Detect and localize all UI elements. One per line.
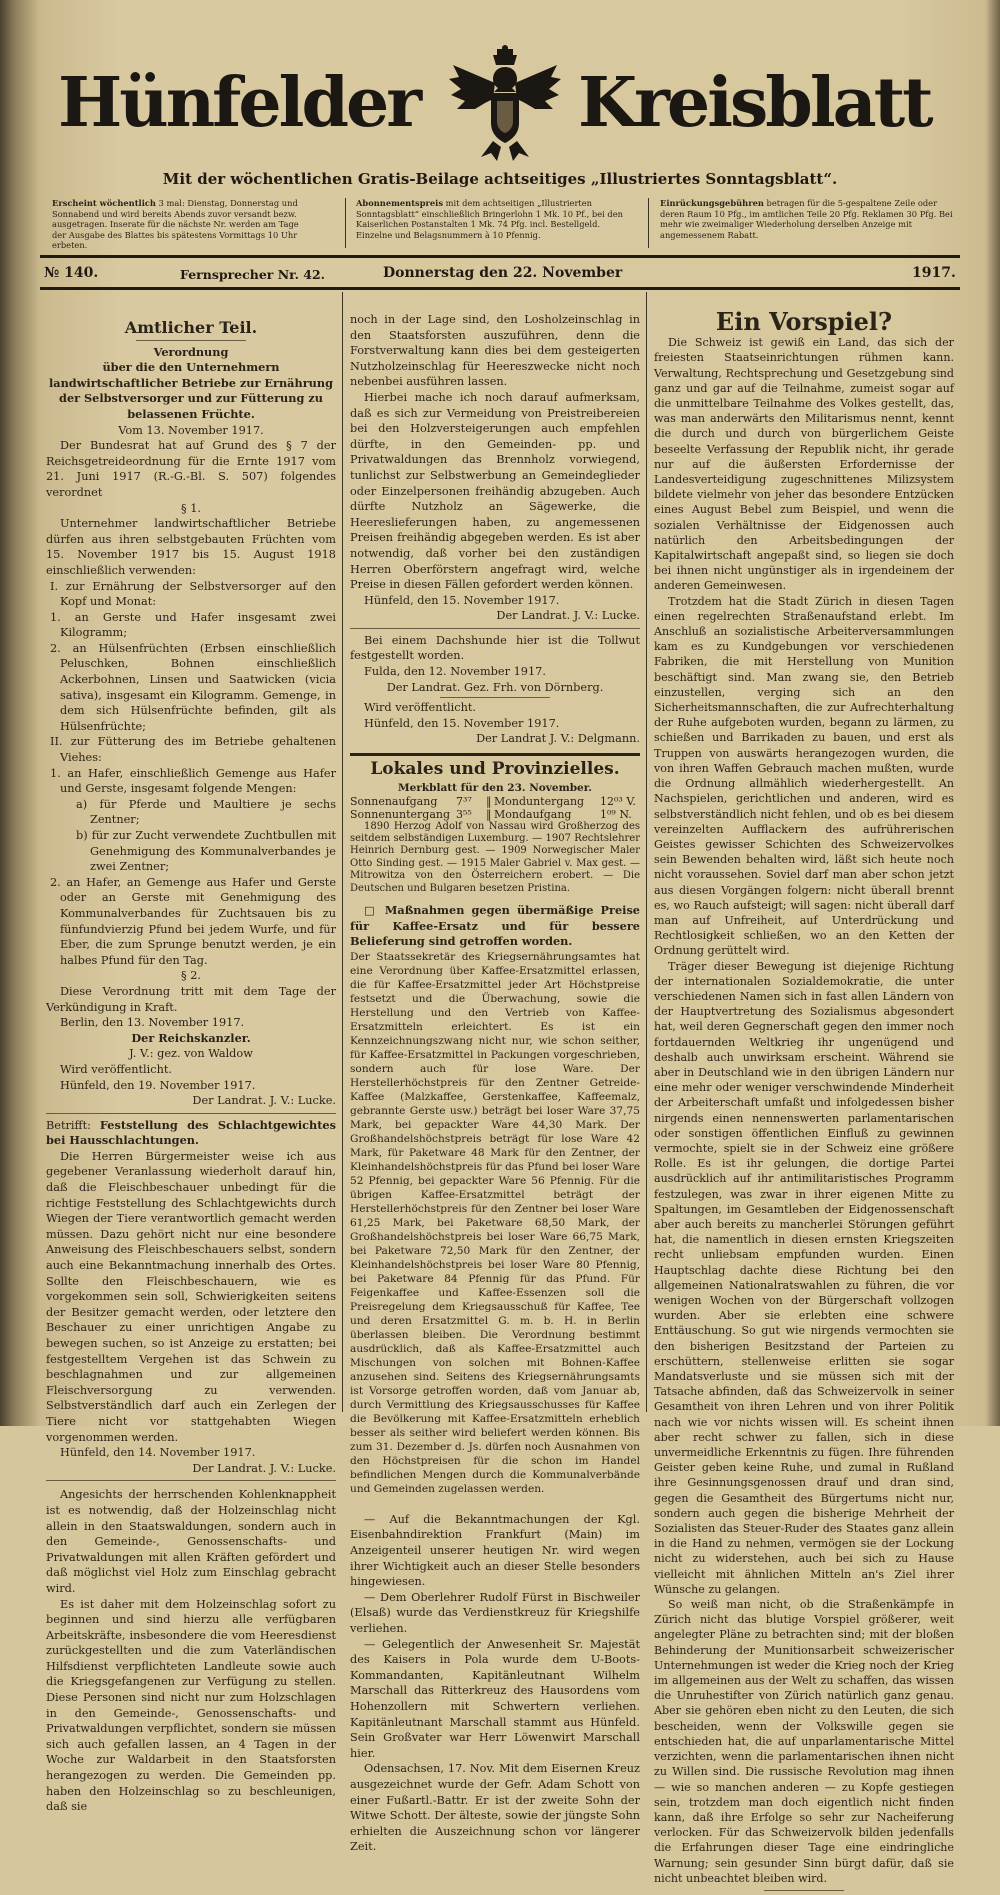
info-einrueckung-label: Einrückungsgebühren: [660, 198, 764, 208]
column-divider: [342, 292, 343, 1412]
issue-date: Donnerstag den 22. November: [383, 265, 623, 281]
news-item: — Dem Oberlehrer Rudolf Fürst in Bischweiler (Elsaß) wurde das Verdienstkreuz für Kriegshilfe verliehen.: [350, 1590, 640, 1635]
issue-year: 1917.: [912, 265, 956, 281]
info-abonnement-text: mit dem achtseitigen „Illustrierten Sonntagsblatt“ einschließlich Bringerlohn 1 Mk. 10 Pf., bei den Kaiserlichen Postanstalten 1 Mk. 74 Pfg. incl. Bestellgeld. Einzelne und Belagsnummern à 10 Pfennig.: [356, 198, 623, 240]
place-date: Berlin, den 13. November 1917.: [60, 1016, 245, 1030]
list-item: 2. an Hafer, an Gemenge aus Hafer und Gerste oder an Gerste mit Genehmigung des Kommunalverbandes für Zuchtsauen bis zu fünfundvierzig Pfund bei jedem Wurfe, und für Eber, die zum Sprunge benutzt werden, je ein halbes Pfund für den Tag.: [50, 875, 336, 967]
paragraph: Der Bundesrat hat auf Grund des § 7 der Reichsgetreideordnung für die Ernte 1917 vom 21. Juni 1917 (R.-G.-Bl. S. 507) folgendes verordnet: [46, 439, 336, 499]
article-title: Ein Vorspiel?: [715, 307, 893, 336]
list-item: I. zur Ernährung der Selbstversorger auf den Kopf und Monat:: [50, 579, 336, 609]
masthead-title-left: Hünfelder: [58, 63, 420, 143]
paragraph: Diese Verordnung tritt mit dem Tage der Verkündigung in Kraft.: [46, 984, 336, 1014]
section-heading-lokales: Lokales und Provinzielles.: [370, 759, 620, 780]
history-notes: 1890 Herzog Adolf von Nassau wird Großherzog des seitdem selbständigen Luxemburg. — 1907 Rechtslehrer Heinrich Dernburg gest. — 1909 Norwegischer Maler Otto Sinding gest. — 1915 Maler Gabriel v. Max gest. — Mitrowitza von den Österreichern erobert. — Die Deutschen und Bulgaren besetzen Pristina.: [350, 820, 640, 894]
place-date: Hünfeld, den 19. November 1917.: [60, 1078, 256, 1092]
place-date: Hünfeld, den 15. November 1917.: [364, 716, 560, 730]
masthead-subtitle: Mit der wöchentlichen Gratis-Beilage achtseitiges „Illustriertes Sonntagsblatt“.: [162, 170, 838, 188]
news-item: Odensachsen, 17. Nov. Mit dem Eisernen Kreuz ausgezeichnet wurde der Gefr. Adam Schott von einer Fußartl.-Battr. Er ist der zweite Sohn der Witwe Schott. Der älteste, sowie der jüngste Sohn erhielten die Auszeichnung schon vor längerer Zeit.: [350, 1762, 640, 1854]
place-date: Hünfeld, den 15. November 1917.: [364, 593, 560, 607]
paragraph: Der Staatssekretär des Kriegsernährungsamtes hat eine Verordnung über Kaffee-Ersatzmittel erlassen, die für Kaffee-Ersatzmittel jeder Art Höchstpreise festsetzt und die Überwachung, sowie die Herstellung und den Vertrieb von Kaffee-Ersatzmitteln erleichtert. Es ist ein Kennzeichnungszwang nicht nur, wie schon seither, für Kaffee-Ersatzmittel in Packungen vorgeschrieben, sondern auch für lose Ware. Der Herstellerhöchstpreis für den Zentner Getreide-Kaffee (Malzkaffee, Gerstenkaffee, Kaffeemalz, gebrannte Gerste usw.) beträgt bei loser Ware 37,75 Mark, bei gepackter Ware 44,30 Mark. Der Großhandelshöchstpreis beträgt für lose Ware 42 Mark, für Paketware 48 Mark für den Zentner, der Kleinhandelshöchstpreis für das Pfund bei loser Ware 52 Pfennig, bei gepackter Ware 56 Pfennig. Für die übrigen Kaffee-Ersatzmittel beträgt der Herstellerhöchstpreis für den Zentner bei loser Ware 61,25 Mark, bei Paketware 68,50 Mark, der Großhandelshöchstpreis bei loser Ware 66,75 Mark, bei Paketware 72,50 Mark für den Zentner, der Kleinhandelshöchstpreis bei loser Ware 80 Pfennig, bei Paketware 84 Pfennig für das Pfund. Für Feigenkaffee und Kaffee-Essenzen soll die Preisregelung dem Kriegsausschuß für Kaffee, Tee und deren Ersatzmittel G. m. b. H. in Berlin überlassen bleiben. Die Verordnung bestimmt ausdrücklich, daß als Kaffee-Ersatzmittel auch Mischungen von solchen mit Bohnen-Kaffee anzusehen sind. Seitens des Kriegsernährungsamts ist Vorsorge getroffen worden, daß vom Januar ab, durch Vermittlung des Kriegsausschusses für Kaffee die Bevölkerung mit Kaffee-Ersatzmitteln erheblich besser als seither wird beliefert werden können. Bis zum 31. Dezember d. Js. dürfen noch Ausnahmen von den Höchstpreisen für die schon im Handel befindlichen Mengen durch die Kommunalverbände und Gemeinden zugelassen werden.: [350, 950, 640, 1495]
column-3: [654, 307, 954, 1895]
almanac-time: 12⁰³ V.: [600, 794, 636, 808]
info-abonnement: [356, 198, 634, 240]
almanac-label: Mondaufgang: [494, 807, 572, 821]
signature: Der Landrat J. V.: Delgmann.: [476, 732, 640, 746]
decree-date: Vom 13. November 1917.: [118, 423, 264, 437]
decree-subtitle: über die den Unternehmern landwirtschaftlicher Betriebe zur Ernährung der Selbstversorger und zur Fütterung zu belassenen Früchte.: [48, 360, 333, 421]
info-einrueckung: [660, 198, 955, 240]
news-headline: □ Maßnahmen gegen übermäßige Preise für Kaffee-Ersatz und für bessere Belieferung sind getroffen worden.: [350, 903, 640, 949]
almanac-label: Sonnenaufgang: [350, 794, 438, 808]
place-date: Fulda, den 12. November 1917.: [364, 665, 546, 679]
almanac-separator: ‖: [486, 807, 492, 821]
imperial-eagle-icon: [445, 43, 565, 163]
paragraph: noch in der Lage sind, den Losholzeinschlag in den Staatsforsten auszuführen, denn die Forstverwaltung kann dies bei dem gesteigerten Nutzholzeinschlag für Heereszwecke nicht noch nebenbei ausführen lassen.: [350, 313, 640, 389]
almanac-time: 7³⁷: [456, 794, 472, 808]
paragraph: Trotzdem hat die Stadt Zürich in diesen Tagen einen regelrechten Straßenaufstand erlebt. Im Anschluß an sozialistische Arbeiterversammlungen kam es zu Kundgebungen vor verschiedenen Fabriken, die mit Herstellung von Munition beschäftigt sind. Man zwang sie, den Betrieb einzustellen, verging sich an den Sicherheitsmannschaften, die zur Aufrechterhaltung der Ruhe aufgeboten wurden, begann zu lärmen, zu schießen und Barrikaden zu bauen, und erst als Truppen von auswärts herangezogen wurden, die von ihren Waffen Gebrauch machen mußten, wurde die Ordnung allmählich wiederhergestellt. An Nachspielen, gerichtlichen und anderen, wird es selbstverständlich nicht fehlen, und ob es bei diesem vereinzelten Aufflackern des aufrührerischen Geistes gewisser Schichten des Schweizervolkes sein Bewenden behalten wird, läßt sich heute noch nicht voraussehen. Soviel darf man aber schon jetzt aus diesen Vorgängen folgern: nicht überall brennt es, wo Rauch aufsteigt; will sagen: nicht überall darf man auf Unfreiheit, auf Unterdrückung und Rechtlosigkeit schließen, wo an den Ketten der Ordnung gerüttelt wird.: [654, 594, 954, 958]
publication-note: Wird veröffentlicht.: [60, 1062, 173, 1076]
divider: [345, 198, 346, 248]
rule: [40, 287, 960, 290]
subject-text: Feststellung des Schlachtgewichtes bei Hausschlachtungen.: [46, 1117, 336, 1148]
paragraph: Hierbei mache ich noch darauf aufmerksam, daß es sich zur Vermeidung von Preistreibereien bei den Holzversteigerungen auch empfehlen dürfte, in den Gemeinden- pp. und Privatwaldungen das Brennholz vorwiegend, tunlichst zur Selbstwerbung an Gemeindeglieder oder Einzelpersonen freihändig abzugeben. Auch dürfte Nutzholz an Sägewerke, die Heereslieferungen haben, zu angemessenen Preisen freihändig abgegeben werden. Es ist aber notwendig, daß vorher bei den zuständigen Herren Oberförstern angefragt wird, welche Preise in diesen Fällen gefordert werden können.: [350, 390, 640, 592]
masthead-title-right: Kreisblatt: [578, 63, 931, 143]
signature: Der Landrat. J. V.: Lucke.: [496, 609, 640, 623]
paragraph: Unternehmer landwirtschaftlicher Betriebe dürfen aus ihren selbstgebauten Früchten vom 15. November 1917 bis 15. August 1918 einschließlich verwenden:: [46, 517, 336, 577]
almanac-separator: ‖: [486, 794, 492, 808]
section-mark: § 2.: [180, 969, 202, 983]
decree-title: Verordnung: [153, 344, 229, 359]
section-heading-amtlich: Amtlicher Teil.: [124, 318, 258, 337]
paragraph: Es ist daher mit dem Holzeinschlag sofort zu beginnen und sind hierzu alle verfügbaren Arbeitskräfte, insbesondere die vom Heeresdienst zurückgestellten und die zum Vaterländischen Hilfsdienst verpflichteten Landleute sowie auch die Kriegsgefangenen zur Verfügung zu stellen. Diese Personen sind nicht nur zum Holzschlagen in den Gemeinde-, Genossenschafts- und Privatwaldungen verpflichtet, sondern sie müssen sich auch gefallen lassen, an 4 Tagen in der Woche zur Waldarbeit in den Staatsforsten herangezogen zu werden. Die Gemeinden pp. haben den Holzeinschlag so zu beschleunigen, daß sie: [46, 1597, 336, 1814]
list-item: b) für zur Zucht verwendete Zuchtbullen mit Genehmigung des Kommunalverbandes je zwei Zentner;: [76, 829, 336, 874]
signature: Der Landrat. J. V.: Lucke.: [192, 1461, 336, 1475]
list-item: II. zur Fütterung des im Betriebe gehaltenen Viehes:: [50, 735, 336, 765]
almanac-time: 3⁵⁵: [456, 807, 472, 821]
masthead: [50, 35, 960, 165]
phone-number: Fernsprecher Nr. 42.: [180, 267, 326, 282]
divider: [648, 198, 649, 248]
column-2: [350, 312, 640, 1855]
list-item: 2. an Hülsenfrüchten (Erbsen einschließlich Peluschken, Bohnen einschließlich Ackerbohnen, Linsen und Saatwicken (vicia sativa), insgesamt ein Kilogramm. Gemenge, in dem sich Hülsenfrüchte befinden, gilt als Hülsenfrüchte;: [50, 641, 336, 733]
almanac-table: [350, 795, 640, 821]
paragraph: Die Herren Bürgermeister weise ich aus gegebener Veranlassung wiederholt darauf hin, daß die Fleischbeschauer unbedingt für die richtige Feststellung des Schlachtgewichts durch Wiegen der Tiere verantwortlich gemacht werden müssen. Dazu gehört nicht nur eine besondere Anweisung des Fleischbeschauers selbst, sondern auch eine Bekanntmachung innerhalb des Ortes. Sollte den Fleischbeschauern, wie es vorgekommen sein soll, Schwierigkeiten seitens der Besitzer gemacht werden, oder letztere den Beschauer zu einer unrichtigen Angabe zu bewegen suchen, so ist Anzeige zu erstatten; bei festgestelltem Vergehen ist das Schwein zu beschlagnahmen und zur allgemeinen Fleischversorgung zu verwenden. Selbstverständlich darf auch ein Zerlegen der Tiere nicht vor stattgehabten Wiegen vorgenommen werden.: [46, 1149, 336, 1444]
column-divider: [646, 292, 647, 1412]
paragraph: Die Schweiz ist gewiß ein Land, das sich der freiesten Staatseinrichtungen rühmen kann. Verwaltung, Rechtsprechung und Gesetzgebung sind ganz und gar auf die Teilnahme, zumeist sogar auf die unmittelbare Teilnahme des Volkes gestellt, das, was man anderwärts den Militarismus nennt, kennt die durch und durch von bürgerlichem Geiste beseelte Verfassung der Republik nicht, ihr gerade nur auf die äußersten Erfordernisse der Landesverteidigung zugeschnittenes Milizsystem bildete vielmehr von jeher das besondere Entzücken eines August Bebel zum Beispiel, und wenn die sozialen Verhältnisse der Eidgenossen auch natürlich den Arbeitsbedingungen der Kapitalwirtschaft angepaßt sind, so liegen sie doch bei ihnen nicht ungünstiger als in irgendeinem der anderen Gemeinwesen.: [654, 336, 954, 593]
info-erscheint: [52, 198, 302, 251]
signature: J. V.: gez. von Waldow: [129, 1047, 253, 1061]
column-1: [46, 316, 336, 1815]
almanac-label: Monduntergang: [494, 794, 585, 808]
almanac-label: Sonnenuntergang: [350, 807, 451, 821]
list-item: 1. an Hafer, einschließlich Gemenge aus Hafer und Gerste, insgesamt folgende Mengen:: [50, 766, 336, 796]
paragraph: Träger dieser Bewegung ist diejenige Richtung der internationalen Sozialdemokratie, die unter verschiedenen Namen sich in fast allen Ländern von der Hauptvertretung des Sozialismus abgesondert hat, weil deren Gegnerschaft gegen den immer noch fortdauernden Weltkrieg ihr ungenügend und deshalb auch unwirksam erscheint. Während sie aber in Deutschland wie in den übrigen Ländern nur eine mehr oder weniger verschwindende Minderheit der Arbeiterschaft umfaßt und infolgedessen bisher nirgends einen nennenswerten parlamentarischen oder sonstigen öffentlichen Einfluß zu gewinnen vermochte, spielt sie in der Schweiz eine größere Rolle. Es ist ihr gelungen, die dortige Partei ausdrücklich auf ihr antimilitaristisches Programm festzulegen, was zwar in ihrer eigenen Mitte zu Spaltungen, im Gesamtleben der Eidgenossenschaft aber auch bereits zu mancherlei Störungen geführt hat, die namentlich in diesen ernsten Kriegszeiten recht unliebsam empfunden wurden. Einen Hauptschlag dachte diese Richtung bei den allgemeinen Nationalratswahlen zu führen, die vor wenigen Wochen von der Bürgerschaft vollzogen wurden. Aber sie erlebten eine schwere Enttäuschung. So gut wie nirgends vermochten sie den bisherigen Besitzstand der Parteien zu erschüttern, stellenweise erlitten sie sogar Mandatsverluste und sie müssen sich mit der Tatsache abfinden, daß das Schweizervolk in seiner Gesamtheit von ihren Lehren und von ihrer Politik nach wie vor nichts wissen will. Es scheint ihnen aber recht schwer zu fallen, sich in diese unvermeidliche Erkenntnis zu fügen. Ihre führenden Geister geben keine Ruhe, und zumal in Rußland ihre Gesinnungsgenossen drauf und dran sind, gegen die Gesamtheit des Bürgertums nicht nur, sondern auch gegen die bisherige Mehrheit der Sozialisten das Steuer-Ruder des Staates ganz allein in die Hand zu nehmen, vermögen sie der Lockung nicht zu widerstehen, auch bei sich zu Hause vielleicht mit ähnlichen Mitteln an's Ziel ihrer Wünsche zu gelangen.: [654, 959, 954, 1596]
paragraph: So weiß man nicht, ob die Straßenkämpfe in Zürich nicht das blutige Vorspiel größerer, weit angelegter Pläne zu betrachten sind; mit der bloßen Behinderung der Munitionsarbeit schweizerischer Unternehmungen ist weder die Krieg noch der Krieg im allgemeinen aus der Welt zu schaffen, das wissen die Unruhestifter von Zürich natürlich ganz genau. Aber sie gehören eben nicht zu den Leuten, die sich bescheiden, wenn der Volkswille gegen sie entschieden hat, die auf unparlamentarische Mittel verzichten, wenn die parlamentarischen ihnen nicht zu Willen sind. Die russische Revolution mag ihnen — wie so manchen anderen — zu Kopfe gestiegen sein, trotzdem man doch eigentlich nicht finden kann, daß ihre Erfolge so sehr zur Nacheiferung verlocken. Für das Schweizervolk bilden jedenfalls die Erfahrungen dieser Tage eine eindringliche Warnung; sein gesunder Sinn bürgt dafür, daß sie nicht unbeachtet bleiben wird.: [654, 1598, 954, 1885]
signature-title: Der Reichskanzler.: [131, 1030, 251, 1045]
info-erscheint-text: 3 mal: Dienstag, Donnerstag und Sonnabend und wird bereits Abends zuvor versandt bezw. ausgetragen. Inserate für die nächste Nr. werden am Tage der Ausgabe des Blattes bis spätestens Vormittags 10 Uhr erbeten.: [52, 198, 299, 250]
signature: Der Landrat. Gez. Frh. von Dörnberg.: [386, 680, 604, 694]
subject-label: Betrifft:: [46, 1118, 100, 1132]
news-item: — Auf die Bekanntmachungen der Kgl. Eisenbahndirektion Frankfurt (Main) im Anzeigenteil unserer heutigen Nr. wird wegen ihrer Wichtigkeit auch an dieser Stelle besonders hingewiesen.: [350, 1512, 640, 1589]
paragraph: Angesichts der herrschenden Kohlenknappheit ist es notwendig, daß der Holzeinschlag nicht allein in den Staatswaldungen, sondern auch in den Gemeinde-, Genossenschafts- und Privatwaldungen mit allen Kräften gefördert und daß möglichst viel Holz zum Einschlag gebracht wird.: [46, 1488, 336, 1595]
issue-number: № 140.: [44, 265, 99, 281]
info-abonnement-label: Abonnementspreis: [356, 198, 443, 208]
signature: Der Landrat. J. V.: Lucke.: [192, 1094, 336, 1108]
info-erscheint-label: Erscheint wöchentlich: [52, 198, 156, 208]
almanac-title: Merkblatt für den 23. November.: [398, 781, 592, 794]
paragraph: Bei einem Dachshunde hier ist die Tollwut festgestellt worden.: [350, 633, 640, 663]
section-mark: § 1.: [180, 501, 202, 515]
publication-note: Wird veröffentlicht.: [364, 701, 477, 715]
subject-line: [46, 1118, 336, 1149]
almanac-time: 1⁰⁹ N.: [600, 807, 632, 821]
place-date: Hünfeld, den 14. November 1917.: [60, 1446, 256, 1460]
news-item: — Gelegentlich der Anwesenheit Sr. Majestät des Kaisers in Pola wurde dem U-Boots-Kommandanten, Kapitänleutnant Wilhelm Marschall das Ritterkreuz des Hausordens vom Hohenzollern mit Schwertern verliehen. Kapitänleutnant Marschall stammt aus Hünfeld. Sein Großvater war Herr Löwenwirt Marschall hier.: [350, 1637, 640, 1760]
list-item: 1. an Gerste und Hafer insgesamt zwei Kilogramm;: [50, 610, 336, 640]
info-einrueckung-text: betragen für die 5-gespaltene Zeile oder deren Raum 10 Pfg., im amtlichen Teile 20 Pfg. Reklamen 30 Pfg. Bei mehr wie zweimaliger Wiederholung derselben Anzeige mit angemessenem Rabatt.: [660, 198, 953, 240]
rule: [40, 255, 960, 258]
list-item: a) für Pferde und Maultiere je sechs Zentner;: [76, 797, 336, 827]
